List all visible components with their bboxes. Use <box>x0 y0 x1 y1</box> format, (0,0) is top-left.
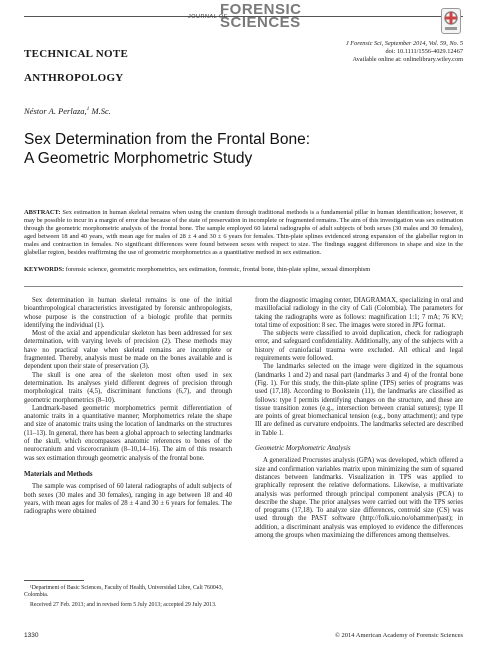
footnote <box>24 585 232 613</box>
keywords-text: forensic science, geometric morphometrics, sex estimation, forensic, frontal bone, thin-plate spline, sexual dimorphism <box>64 266 371 273</box>
keywords <box>24 266 463 274</box>
author-line <box>24 106 111 116</box>
author-degree: M.Sc. <box>89 106 111 116</box>
abstract <box>24 209 463 257</box>
journal-logo <box>180 2 410 36</box>
paper-title-line-2: A Geometric Morphometric Study <box>24 150 253 167</box>
copyright-notice: © 2014 American Academy of Forensic Sciences <box>334 632 463 639</box>
paper-title <box>24 130 464 168</box>
abstract-label: ABSTRACT: <box>24 209 61 216</box>
body-paragraph: The sample was comprised of 60 lateral radiographs of adult subjects of both sexes (30 males and 30 females), ranging in age between 18 and 40 years, with mean ages for males of 28 ± 4 and 30 ± 6 years for females. The radiographs were obtained <box>24 483 232 516</box>
subsection-heading-gm-analysis: Geometric Morphometric Analysis <box>255 445 351 453</box>
body-paragraph: Most of the axial and appendicular skeleton has been addressed for sex determination, with varying levels of precision (2). These methods may have no practical value when skeletal remains are incomplete or fragmented. Thereby, analysis must be made on the bones available and is dependent upon their state of preservation (3). <box>24 330 232 371</box>
journal-name-forensic: FORENSIC <box>220 1 302 18</box>
body-column-right <box>255 297 463 540</box>
journal-of-label: JOURNAL OF <box>188 14 228 20</box>
body-paragraph: The skull is one area of the skeleton most often used in sex determination. Its analyses yield different degrees of precision through morphological traits (4,5), discriminant functions (6,7), and through geometric morphometrics (8–10). <box>24 371 232 404</box>
article-field: ANTHROPOLOGY <box>24 72 124 84</box>
footnote-affiliation: ¹Department of Basic Sciences, Faculty of Health, Universidad Libre, Cali 760043, Colombia. <box>24 585 223 599</box>
author-name: Néstor A. Perlaza, <box>24 106 87 116</box>
page-number: 1330 <box>24 632 39 639</box>
body-paragraph: Landmark-based geometric morphometrics permit differentiation of anatomic traits in a quantitative manner; Morphometrics relate the shape and size of anatomic traits using the location of landmarks on the structures (11–13). In general, there has been a global approach to selecting landmarks of the skull, which encompasses anatomic references to bones of the neurocranium and viscerocranium (8–10,14–16). The aim of this research was sex estimation through geometric analysis of the frontal bone. <box>24 404 232 462</box>
citation-doi[interactable]: doi: 10.1111/1556-4029.12467 <box>385 48 463 55</box>
paper-title-line-1: Sex Determination from the Frontal Bone: <box>24 131 311 148</box>
body-column-left <box>24 297 232 516</box>
body-paragraph: The subjects were classified to avoid duplication, check for radiograph error, and safeguard confidentiality. Additionally, any of the subjects with a history of craniofacial trauma were excluded. All ethical and legal requirements were followed. <box>255 330 463 363</box>
body-paragraph: Sex determination in human skeletal remains is one of the initial bioanthropological characteristics investigated by forensic anthropologists, whose purpose is the construction of a biologic profile that permits identifying the individual (1). <box>24 297 232 329</box>
footnote-received: Received 27 Feb. 2013; and in revised form 5 July 2013; accepted 29 July 2013. <box>30 602 217 609</box>
footnote-rule <box>24 580 84 581</box>
abstract-divider <box>24 286 463 287</box>
article-type: TECHNICAL NOTE <box>24 48 129 60</box>
section-heading-materials-methods: Materials and Methods <box>24 470 93 478</box>
crossmark-icon[interactable] <box>441 8 461 34</box>
citation-availability: Available online at: onlinelibrary.wiley.com <box>352 56 463 63</box>
body-paragraph: A generalized Procrustes analysis (GPA) was developed, which offered a size and confirmation variables matrix upon minimizing the sum of squared distances between landmarks. Visualization in TPS was applied to graphically represent the relative deformations. Likewise, a multivariate analysis was performed through principal component analysis (PCA) to describe the shape. The prior analyses were carried out with the TPS series of programs (17,18). To analyze size differences, centroid size (CS) was used through the PAST software (http://folk.uio.no/ohammer/past); in addition, a discriminant analysis was employed to evidence the differences among the groups when maximizing the differences among themselves. <box>255 457 463 540</box>
citation-block <box>263 40 463 64</box>
author-affiliation-mark: 1 <box>86 106 90 113</box>
body-paragraph: The landmarks selected on the image were digitized in the squamous (landmarks 1 and 2) and nasal part (landmarks 3 and 4) of the frontal bone (Fig. 1). For this study, the thin-plate spline (TPS) series of programs was used (17,18). According to Bookstein (11), the landmarks are classified as follows: type I permits identifying changes on the structure, and these are tissue transition zones (e.g., intersection between cranial sutures); type II are points of great biomechanical tension (e.g., bony attachment); and type III are defined as curvature endpoints. The landmarks selected are described in Table 1. <box>255 363 463 437</box>
journal-name-sciences: SCIENCES <box>220 14 301 31</box>
body-paragraph: from the diagnostic imaging center, DIAGRAMAX, specializing in oral and maxillofacial radiology in the city of Cali (Colombia). The parameters for taking the radiographs were as follows: magnification 1:1; 7 mA; 76 KV; total time of exposition: 8 sec. The images were stored in JPG format. <box>255 297 463 329</box>
keywords-label: KEYWORDS: <box>24 266 65 273</box>
citation-journal: J Forensic Sci, September 2014, Vol. 59, No. 5 <box>345 40 463 47</box>
abstract-text: Sex estimation in human skeletal remains when using the cranium through traditional methods is a fundamental pillar in human identification; however, it may be possible to incur in a margin of error due because of the state of preservation in incomplete or fragmented remains. The aim of this investigation was sex estimation through the geometric morphometric analysis of the frontal bone. The sample employed 60 lateral radiographs of adult subjects of both sexes (30 males and 30 females), aged between 18 and 40 years, with mean age for males of 28 ± 4 and 30 ± 6 years for females. Thin-plate splines evidenced strong expansion of the glabellar region in males and contraction in females. No significant differences were found between sexes with respect to size. The findings suggest differences in shape and size in the glabellar region, besides reaffirming the use of geometric morphometrics as a quantitative method in sex estimation. <box>24 209 463 256</box>
